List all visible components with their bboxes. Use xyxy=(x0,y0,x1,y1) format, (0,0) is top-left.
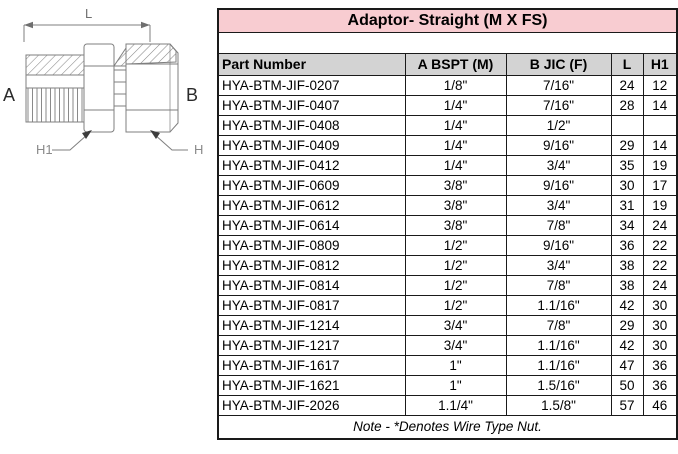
cell-hex-h1: 12 xyxy=(643,75,677,95)
cell-jic-size: 9/16" xyxy=(506,175,611,195)
table-row xyxy=(218,355,677,375)
cell-jic-size: 1.5/16" xyxy=(506,375,611,395)
table-row xyxy=(218,115,677,135)
spacer-row xyxy=(218,32,677,53)
cell-jic-size: 1.1/16" xyxy=(506,355,611,375)
spacer-cell xyxy=(218,32,677,53)
note-row xyxy=(218,415,677,439)
cell-hex-h1: 19 xyxy=(643,195,677,215)
swivel-neck xyxy=(114,48,126,106)
dimension-L xyxy=(24,22,150,42)
cell-jic-size: 3/4" xyxy=(506,255,611,275)
cell-jic-size: 1/2" xyxy=(506,115,611,135)
cell-jic-size: 9/16" xyxy=(506,235,611,255)
cell-part-number: HYA-BTM-JIF-0814 xyxy=(218,275,405,295)
cell-jic-size: 7/16" xyxy=(506,75,611,95)
cell-part-number: HYA-BTM-JIF-1217 xyxy=(218,335,405,355)
cell-bspt-size: 1/4" xyxy=(405,115,506,135)
table-row xyxy=(218,335,677,355)
cell-bspt-size: 1" xyxy=(405,355,506,375)
cell-hex-h1: 30 xyxy=(643,295,677,315)
cell-hex-h1: 36 xyxy=(643,355,677,375)
cell-length: 35 xyxy=(611,155,643,175)
cell-jic-size: 3/4" xyxy=(506,155,611,175)
cell-part-number: HYA-BTM-JIF-1617 xyxy=(218,355,405,375)
leader-H1 xyxy=(52,130,92,150)
table-row xyxy=(218,95,677,115)
column-header-h1: H1 xyxy=(643,53,677,75)
footnote: Note - *Denotes Wire Type Nut. xyxy=(218,415,677,439)
port-label-A: A xyxy=(3,85,16,105)
cell-bspt-size: 1/2" xyxy=(405,275,506,295)
port-label-B: B xyxy=(186,85,199,105)
cell-length: 24 xyxy=(611,75,643,95)
cell-length: 29 xyxy=(611,315,643,335)
column-header-l: L xyxy=(611,53,643,75)
cell-hex-h1: 24 xyxy=(643,275,677,295)
cell-hex-h1: 17 xyxy=(643,175,677,195)
cell-length: 42 xyxy=(611,335,643,355)
adaptor-technical-drawing xyxy=(0,0,216,168)
cell-part-number: HYA-BTM-JIF-0609 xyxy=(218,175,405,195)
cell-jic-size: 3/4" xyxy=(506,195,611,215)
cell-jic-size: 7/8" xyxy=(506,315,611,335)
spec-table xyxy=(217,8,678,440)
cell-hex-h1: 36 xyxy=(643,375,677,395)
cell-part-number: HYA-BTM-JIF-0817 xyxy=(218,295,405,315)
cell-jic-size: 7/8" xyxy=(506,215,611,235)
dim-label-L: L xyxy=(85,6,93,21)
cell-length: 38 xyxy=(611,275,643,295)
column-header-jic: B JIC (F) xyxy=(506,53,611,75)
swivel-nut xyxy=(126,44,178,132)
cell-bspt-size: 3/8" xyxy=(405,175,506,195)
cell-length: 30 xyxy=(611,175,643,195)
cell-bspt-size: 3/4" xyxy=(405,315,506,335)
table-row xyxy=(218,215,677,235)
cell-hex-h1: 22 xyxy=(643,235,677,255)
cell-length: 47 xyxy=(611,355,643,375)
cell-hex-h1: 14 xyxy=(643,135,677,155)
cell-bspt-size: 1/2" xyxy=(405,255,506,275)
column-header-bspt: A BSPT (M) xyxy=(405,53,506,75)
cell-part-number: HYA-BTM-JIF-0809 xyxy=(218,235,405,255)
cell-bspt-size: 3/8" xyxy=(405,195,506,215)
cell-hex-h1: 24 xyxy=(643,215,677,235)
cell-length: 36 xyxy=(611,235,643,255)
cell-length: 31 xyxy=(611,195,643,215)
title-row xyxy=(218,9,677,32)
cell-bspt-size: 1/4" xyxy=(405,155,506,175)
page-title: Adaptor- Straight (M X FS) xyxy=(218,9,677,32)
cell-jic-size: 7/16" xyxy=(506,95,611,115)
cell-bspt-size: 3/8" xyxy=(405,215,506,235)
cell-part-number: HYA-BTM-JIF-0408 xyxy=(218,115,405,135)
cell-jic-size: 1.1/16" xyxy=(506,295,611,315)
dim-label-H: H xyxy=(194,142,204,157)
table-body xyxy=(218,75,677,415)
cell-jic-size: 7/8" xyxy=(506,275,611,295)
table-row xyxy=(218,195,677,215)
table-row xyxy=(218,175,677,195)
cell-hex-h1: 22 xyxy=(643,255,677,275)
cell-length: 42 xyxy=(611,295,643,315)
cell-bspt-size: 1/2" xyxy=(405,235,506,255)
table-row xyxy=(218,375,677,395)
table-row xyxy=(218,235,677,255)
cell-part-number: HYA-BTM-JIF-0614 xyxy=(218,215,405,235)
cell-part-number: HYA-BTM-JIF-0407 xyxy=(218,95,405,115)
cell-length: 34 xyxy=(611,215,643,235)
table-row xyxy=(218,315,677,335)
cell-bspt-size: 1/8" xyxy=(405,75,506,95)
cell-jic-size: 1.1/16" xyxy=(506,335,611,355)
cell-bspt-size: 1/4" xyxy=(405,95,506,115)
table-row xyxy=(218,135,677,155)
cell-length: 57 xyxy=(611,395,643,415)
centre-hex xyxy=(84,44,114,132)
column-header-part-number: Part Number xyxy=(218,53,405,75)
table-row xyxy=(218,275,677,295)
table-row xyxy=(218,395,677,415)
cell-jic-size: 1.5/8" xyxy=(506,395,611,415)
table-row xyxy=(218,295,677,315)
cell-bspt-size: 3/4" xyxy=(405,335,506,355)
cell-hex-h1: 14 xyxy=(643,95,677,115)
cell-bspt-size: 1" xyxy=(405,375,506,395)
cell-jic-size: 9/16" xyxy=(506,135,611,155)
cell-part-number: HYA-BTM-JIF-0612 xyxy=(218,195,405,215)
cell-length: 38 xyxy=(611,255,643,275)
cell-part-number: HYA-BTM-JIF-0409 xyxy=(218,135,405,155)
cell-bspt-size: 1/2" xyxy=(405,295,506,315)
cell-hex-h1 xyxy=(643,115,677,135)
cell-length xyxy=(611,115,643,135)
cell-part-number: HYA-BTM-JIF-2026 xyxy=(218,395,405,415)
cell-part-number: HYA-BTM-JIF-1621 xyxy=(218,375,405,395)
cell-bspt-size: 1.1/4" xyxy=(405,395,506,415)
table-row xyxy=(218,155,677,175)
adaptor-drawing-svg xyxy=(0,0,216,168)
cell-hex-h1: 30 xyxy=(643,315,677,335)
cell-length: 50 xyxy=(611,375,643,395)
table-row xyxy=(218,75,677,95)
cell-hex-h1: 30 xyxy=(643,335,677,355)
male-thread-end xyxy=(26,55,84,122)
cell-length: 28 xyxy=(611,95,643,115)
cell-hex-h1: 46 xyxy=(643,395,677,415)
table-row xyxy=(218,255,677,275)
cell-hex-h1: 19 xyxy=(643,155,677,175)
cell-bspt-size: 1/4" xyxy=(405,135,506,155)
header-row xyxy=(218,53,677,75)
cell-part-number: HYA-BTM-JIF-0812 xyxy=(218,255,405,275)
cell-part-number: HYA-BTM-JIF-0412 xyxy=(218,155,405,175)
cell-part-number: HYA-BTM-JIF-0207 xyxy=(218,75,405,95)
cell-part-number: HYA-BTM-JIF-1214 xyxy=(218,315,405,335)
cell-length: 29 xyxy=(611,135,643,155)
leader-H xyxy=(150,130,188,150)
dim-label-H1: H1 xyxy=(36,142,53,157)
